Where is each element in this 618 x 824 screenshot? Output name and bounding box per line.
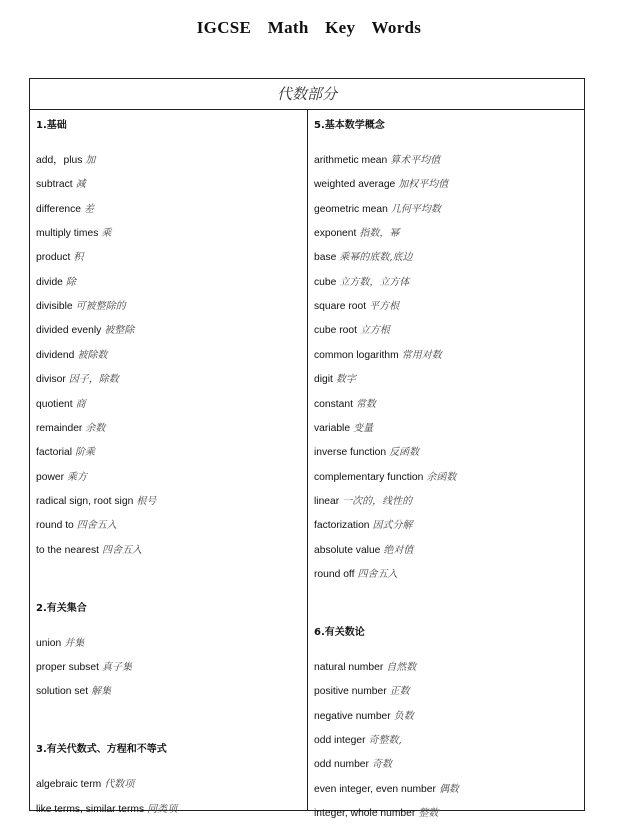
term-english: solution set [36,686,89,698]
term-english: inverse function [314,447,387,459]
term-row [314,447,419,459]
term-chinese: 绝对值 [383,544,414,556]
term-chinese: 四舍五入 [357,568,398,580]
term-row [314,520,413,532]
term-chinese: 因子，除数 [68,374,119,386]
term-english: algebraic term [36,779,102,791]
term-row [36,204,94,216]
term-english: factorization [314,520,370,532]
term-english: radical sign, root sign [36,495,134,507]
term-english: quotient [36,398,73,410]
term-chinese: 偶数 [438,783,459,795]
term-english: dividend [36,349,75,361]
term-chinese: 几何平均数 [390,203,441,215]
term-chinese: 并集 [64,637,85,649]
term-chinese: 余函数 [426,471,457,483]
term-row [314,472,456,484]
term-row [314,662,416,674]
term-english: constant [314,398,353,410]
term-row [36,423,105,435]
term-english: base [314,252,337,264]
term-chinese: 积 [73,252,84,264]
term-row [36,252,83,264]
term-row [36,447,95,459]
term-row [314,277,409,289]
term-english: union [36,637,62,649]
term-row [314,784,459,796]
term-row [36,804,177,816]
term-chinese: 余数 [85,422,106,434]
term-chinese: 加权平均值 [398,179,449,191]
term-english: square root [314,301,367,313]
term-chinese: 减 [75,179,86,191]
term-chinese: 真子集 [101,661,132,673]
term-chinese: 乘幂的底数,底边 [339,252,413,264]
term-english: divisor [36,374,66,386]
term-english: complementary function [314,471,424,483]
term-chinese: 立方数，立方体 [339,276,410,288]
term-chinese: 反函数 [389,447,420,459]
term-chinese: 正数 [389,686,410,698]
table-heading: 代数部分 [30,79,584,110]
term-english: product [36,252,71,264]
term-row [314,496,412,508]
term-chinese: 奇数 [371,759,392,771]
term-english: divided evenly [36,325,102,337]
term-english: common logarithm [314,349,399,361]
term-row [314,301,399,313]
left-column [30,110,308,815]
term-english: to the nearest [36,544,99,556]
term-chinese: 同类项 [147,803,178,815]
term-row [314,808,438,820]
term-chinese: 被除数 [77,349,108,361]
term-row [36,520,117,532]
term-row [314,325,390,337]
term-row [314,686,410,698]
term-chinese: 商 [75,398,86,410]
term-row [36,228,111,240]
page-title: IGCSE Math Key Words [196,18,422,37]
term-chinese: 乘 [101,228,112,240]
term-chinese: 差 [84,203,95,215]
term-chinese: 根号 [136,495,157,507]
term-chinese: 可被整除的 [75,301,126,313]
term-english: subtract [36,179,73,191]
term-english: divide [36,276,63,288]
term-chinese: 数字 [335,374,356,386]
term-english: absolute value [314,544,381,556]
section-title: 6.有关数论 [314,626,365,638]
term-english: natural number [314,661,384,673]
term-english: digit [314,374,333,386]
term-english: weighted average [314,179,396,191]
term-chinese: 自然数 [386,661,417,673]
term-chinese: 奇整数, [368,735,402,746]
term-english: factorial [36,447,73,459]
term-chinese: 立方根 [359,325,390,337]
term-english: proper subset [36,661,99,673]
term-english: remainder [36,422,83,434]
term-chinese: 常数 [355,398,376,410]
term-chinese: 平方根 [369,301,400,313]
term-row [314,252,413,264]
term-row [36,496,156,508]
term-row [314,545,413,557]
term-english: difference [36,203,82,215]
term-row [314,374,356,386]
term-row [314,423,373,435]
term-english: round to [36,520,74,532]
term-english: odd number [314,759,369,771]
term-chinese: 算术平均值 [390,155,441,166]
term-chinese: 四舍五入 [76,520,117,532]
term-row [36,779,134,791]
term-row [36,545,142,557]
section-title: 3.有关代数式、方程和不等式 [36,744,167,756]
term-chinese: 整数 [418,808,439,820]
term-chinese: 指数，幂 [359,228,400,240]
section-title: 1.基础 [36,120,67,131]
term-english: arithmetic mean [314,155,388,166]
term-chinese: 代数项 [104,779,135,791]
term-chinese: 四舍五入 [101,544,142,556]
term-row [314,204,441,216]
term-row [314,399,376,411]
term-english: cube [314,276,337,288]
term-row [314,711,414,723]
term-row [314,179,448,191]
term-chinese: 除 [65,276,76,288]
term-row [36,301,126,313]
term-row [314,155,440,167]
term-row [314,735,402,747]
term-row [314,569,397,581]
term-chinese: 负数 [393,710,414,722]
term-row [314,228,399,240]
term-row [36,638,84,650]
term-chinese: 乘方 [67,471,88,483]
term-chinese: 常用对数 [401,349,442,361]
term-row [36,155,95,167]
term-english: like terms, similar terms [36,803,145,815]
term-chinese: 解集 [91,686,112,698]
term-english: round off [314,568,355,580]
vocabulary-table [29,78,585,820]
term-row [36,662,132,674]
term-chinese: 加 [85,155,96,166]
term-english: divisible [36,301,73,313]
term-english: odd integer [314,735,366,746]
term-row [36,277,76,289]
term-english: positive number [314,686,387,698]
term-english: integer, whole number [314,808,416,820]
term-chinese: 阶乘 [75,447,96,459]
term-row [36,686,111,698]
term-chinese: 被整除 [104,325,135,337]
term-row [36,350,107,362]
term-english: power [36,471,65,483]
term-row [36,374,119,386]
term-row [314,759,392,771]
term-english: negative number [314,710,391,722]
term-english: add，plus [36,155,83,166]
term-chinese: 因式分解 [372,520,413,532]
right-column [308,110,584,820]
term-row [36,399,86,411]
term-english: exponent [314,228,357,240]
term-english: even integer, even number [314,783,436,795]
term-english: linear [314,495,340,507]
term-row [36,179,86,191]
term-chinese: 一次的，线性的 [342,495,413,507]
term-english: multiply times [36,228,99,240]
term-english: cube root [314,325,357,337]
term-english: geometric mean [314,203,388,215]
term-row [36,325,134,337]
section-title: 5.基本数学概念 [314,120,385,131]
term-english: variable [314,422,351,434]
term-row [314,350,442,362]
term-row [36,472,87,484]
section-title: 2.有关集合 [36,602,87,614]
term-chinese: 变量 [353,422,374,434]
